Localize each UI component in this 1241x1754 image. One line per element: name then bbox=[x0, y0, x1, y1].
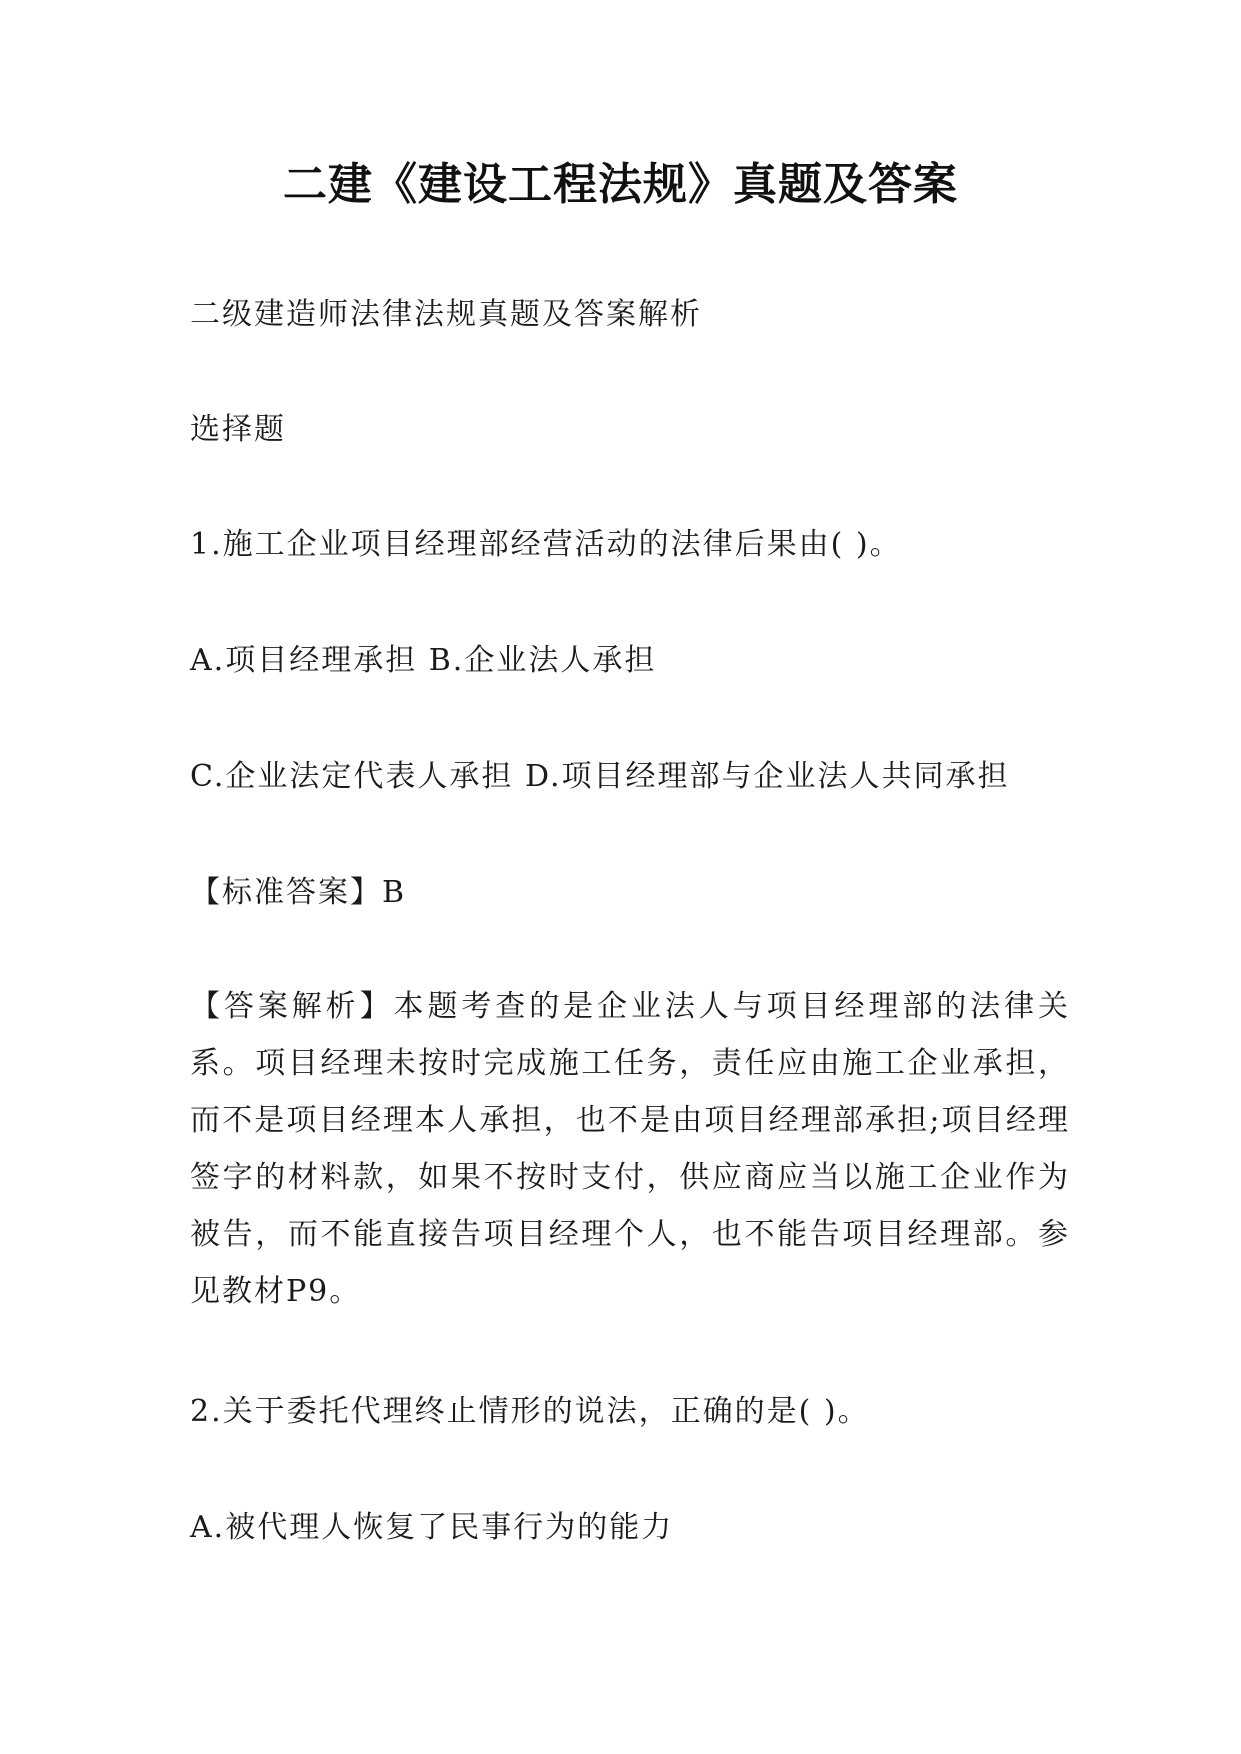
document-subtitle: 二级建造师法律法规真题及答案解析 bbox=[190, 297, 702, 332]
question-1-analysis: 【答案解析】本题考查的是企业法人与项目经理部的法律关系。项目经理未按时完成施工任务，责任应由施工企业承担，而不是项目经理本人承担，也不是由项目经理部承担;项目经理签字的材料款，如果不按时支付，供应商应当以施工企业作为被告，而不能直接告项目经理个人，也不能告项目经理部。参见教材P9。 bbox=[190, 989, 1070, 1309]
section-heading: 选择题 bbox=[190, 412, 286, 447]
question-1-options-ab: A.项目经理承担 B.企业法人承担 bbox=[190, 643, 657, 678]
question-1-stem: 1.施工企业项目经理部经营活动的法律后果由( )。 bbox=[190, 527, 902, 562]
question-1-options-cd: C.企业法定代表人承担 D.项目经理部与企业法人共同承担 bbox=[190, 759, 1010, 794]
question-2-stem: 2.关于委托代理终止情形的说法，正确的是( )。 bbox=[190, 1394, 870, 1429]
question-2-option-a: A.被代理人恢复了民事行为的能力 bbox=[190, 1510, 674, 1545]
document-title: 二建《建设工程法规》真题及答案 bbox=[283, 159, 958, 210]
question-1-answer: 【标准答案】B bbox=[190, 875, 407, 910]
